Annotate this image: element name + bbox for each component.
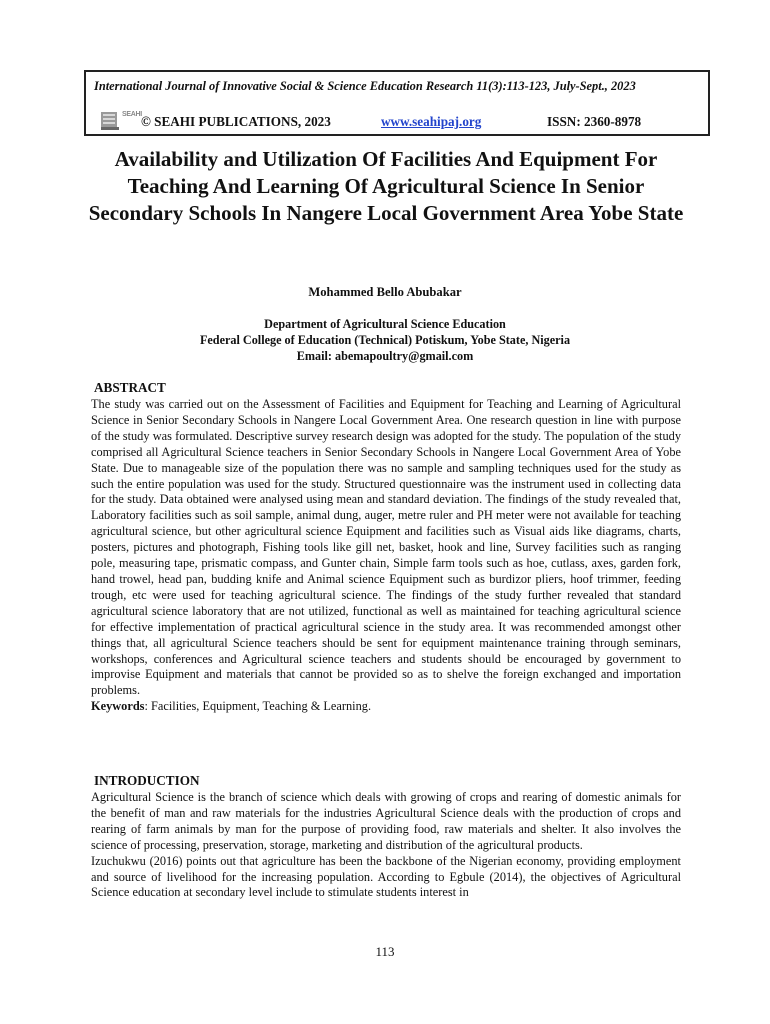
journal-citation: International Journal of Innovative Social & Science Education Research 11(3):113-123, July-Sept., 2023	[94, 79, 636, 93]
department: Department of Agricultural Science Education	[264, 317, 506, 331]
author-email: Email: abemapoultry@gmail.com	[296, 349, 474, 363]
introduction-body	[91, 790, 681, 901]
logo-text: SEAHI	[122, 111, 142, 118]
page-number: 113	[375, 944, 395, 959]
copyright-text: © SEAHI PUBLICATIONS, 2023	[141, 114, 331, 129]
publisher-row	[94, 109, 700, 133]
keywords-line	[91, 699, 681, 715]
website-link[interactable]: www.seahipaj.org	[381, 114, 482, 129]
introduction-heading: INTRODUCTION	[94, 773, 200, 788]
abstract-text: The study was carried out on the Assessment of Facilities and Equipment for Teaching and Learning of Agricultural Science in Senior Secondary Schools in Nangere Local Government Area. One research question in line with purpose of the study was formulated. Descriptive survey research design was adopted for the study. The population of the study comprised all Agricultural Science teachers in Senior Secondary Schools in Nangere Local Government Area of Yobe State. Due to manageable size of the population there was no sample and sampling techniques used for the study as such the entire population was used for the study. Structured questionnaire was the instrument used in collecting data for the study. Data obtained were analysed using mean and standard deviation. The findings of the study revealed that, Laboratory facilities such as soil sample, animal dung, auger, metre ruler and PH meter were not available for teaching agricultural science, but other agricultural science Equipment and facilities such as Visual aids like diagrams, charts, posters, pictures and photograph, Fishing tools like gill net, basket, hook and line, Survey facilities such as ranging pole, measuring tape, prismatic compass, and Gunter chain, Simple farm tools such as hoe, cutlass, axes, garden fork, hand trowel, head pan, budding knife and Animal science Equipment such as burdizor pliers, hoof trimmer, feeding trough, etc were used for teaching agricultural science. The findings of the study further revealed that standard agricultural science laboratory that are not utilized, functional as well as maintained for teaching agricultural science for effective implementation of practical agricultural science in the study area. It was recommended amongst other things that, all agricultural Science teachers should be sent for equipment maintenance training through seminars, workshops, conferences and Agricultural science teachers and students should be encouraged by government to improvise Equipment and materials that cannot be provided so as to shelve the foreign exchanged and importation problems.	[91, 397, 681, 698]
issn-text: ISSN: 2360-8978	[547, 114, 642, 129]
author-name: Mohammed Bello Abubakar	[308, 285, 462, 299]
abstract-body	[91, 397, 681, 715]
keywords-list: : Facilities, Equipment, Teaching & Learning.	[144, 699, 372, 714]
journal-header	[84, 70, 710, 136]
seahi-logo	[100, 109, 142, 131]
institution: Federal College of Education (Technical) Potiskum, Yobe State, Nigeria	[199, 333, 571, 347]
affiliation-block	[0, 316, 770, 364]
intro-paragraph-2: Izuchukwu (2016) points out that agriculture has been the backbone of the Nigerian economy, providing employment and source of livelihood for the increasing population. According to Egbule (2014), the objectives of Agricultural Science education at secondary level include to stimulate students interest in	[91, 853, 681, 900]
paper-title: Availability and Utilization Of Facilities And Equipment For Teaching And Learning Of Agricultural Science In Senior Secondary Schools In Nangere Local Government Area Yobe State	[88, 147, 684, 225]
abstract-heading: ABSTRACT	[94, 380, 166, 395]
keywords-label: Keywords	[91, 699, 145, 714]
intro-paragraph-1: Agricultural Science is the branch of science which deals with growing of crops and rearing of domestic animals for the benefit of man and raw materials for the industries Agricultural Science deals with the production of crops and rearing of farm animals by man for the purpose of providing food, raw materials and shelter. It also involves the science of processing, preservation, storage, marketing and distribution of the agricultural products.	[91, 790, 681, 852]
